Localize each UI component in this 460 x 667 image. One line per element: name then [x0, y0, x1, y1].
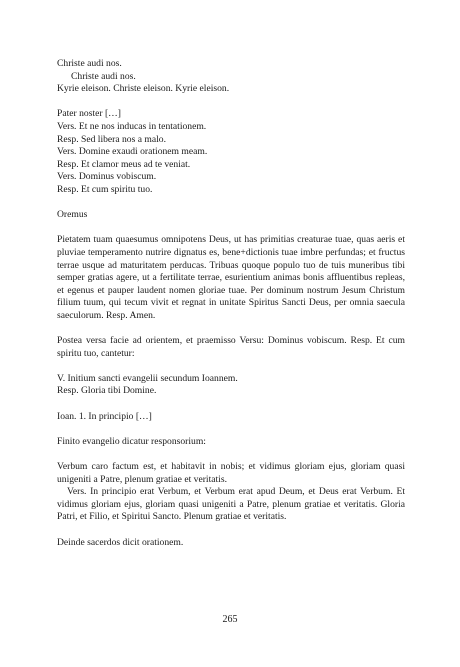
page-number: 265	[222, 614, 238, 625]
postea-paragraph: Postea versa facie ad orientem, et praemisso Versu: Dominus vobiscum. Resp. Et cum spiritu tuo, cantetur:	[57, 335, 405, 359]
spacer	[57, 197, 405, 210]
response-line: Resp. Et cum spiritu tuo.	[57, 183, 153, 195]
prayer-paragraph: Pietatem tuam quaesumus omnipotens Deus, ut has primitias creaturae tuae, quas aeris et pluviae temperamento nutrire dignatus es, bene+dictionis tuae imbre perfundas; et fructus terrae usque ad maturitatem perducas. Tribuas quoque populo tuo de tuis muneribus tibi semper gratias agere, ut a fertilitate terrae, esurientium animas bonis affluentibus repleas, et egenus et pauper laudent nomen gloriae tuae. Per dominum nostrum Jesum Christum filium tuum, qui tecum vivit et regnat in unitate Spiritus Sancti Deus, per omnia saecula saeculorum. Resp. Amen.	[57, 234, 405, 321]
response-line: Resp. Et clamor meus ad te veniat.	[57, 158, 191, 170]
vers-paragraph: Vers. In principio erat Verbum, et Verbum erat apud Deum, et Deus erat Verbum. Et vidimus gloriam ejus, gloriam quasi unigeniti a Patre, plenum gratiae et veritatis. Gloria Patri, et Filio, et Spiritui Sancto. Plenum gratiae et veritatis.	[57, 486, 405, 523]
spacer	[57, 322, 405, 335]
spacer	[57, 360, 405, 373]
spacer	[57, 448, 405, 461]
versicle-line: Vers. Et ne nos inducas in tentationem.	[57, 120, 207, 132]
spacer	[57, 524, 405, 537]
pater-noster-line: Pater noster […]	[57, 108, 121, 120]
verbum-paragraph: Verbum caro factum est, et habitavit in nobis; et vidimus gloriam ejus, gloriam quasi unigeniti a Patre, plenum gratiae et veritatis.	[57, 461, 405, 485]
spacer	[57, 96, 405, 109]
response-line: Resp. Sed libera nos a malo.	[57, 133, 166, 145]
gospel-initium-line: V. Initium sancti evangelii secundum Ioannem.	[57, 372, 238, 384]
oremus-heading: Oremus	[57, 209, 88, 221]
ioan-line: Ioan. 1. In principio […]	[57, 410, 152, 422]
versicle-line: Vers. Domine exaudi orationem meam.	[57, 146, 208, 158]
invocation-line: Christe audi nos.	[57, 58, 122, 69]
spacer	[57, 398, 405, 411]
page-body	[57, 58, 405, 549]
versicle-line: Vers. Dominus vobiscum.	[57, 171, 157, 183]
deinde-line: Deinde sacerdos dicit orationem.	[57, 536, 184, 548]
invocation-line-indented: Christe audi nos.	[71, 70, 136, 82]
kyrie-line: Kyrie eleison. Christe eleison. Kyrie eleison.	[57, 83, 230, 95]
finito-line: Finito evangelio dicatur responsorium:	[57, 435, 206, 447]
spacer	[57, 222, 405, 235]
gospel-response-line: Resp. Gloria tibi Domine.	[57, 385, 157, 397]
spacer	[57, 423, 405, 436]
